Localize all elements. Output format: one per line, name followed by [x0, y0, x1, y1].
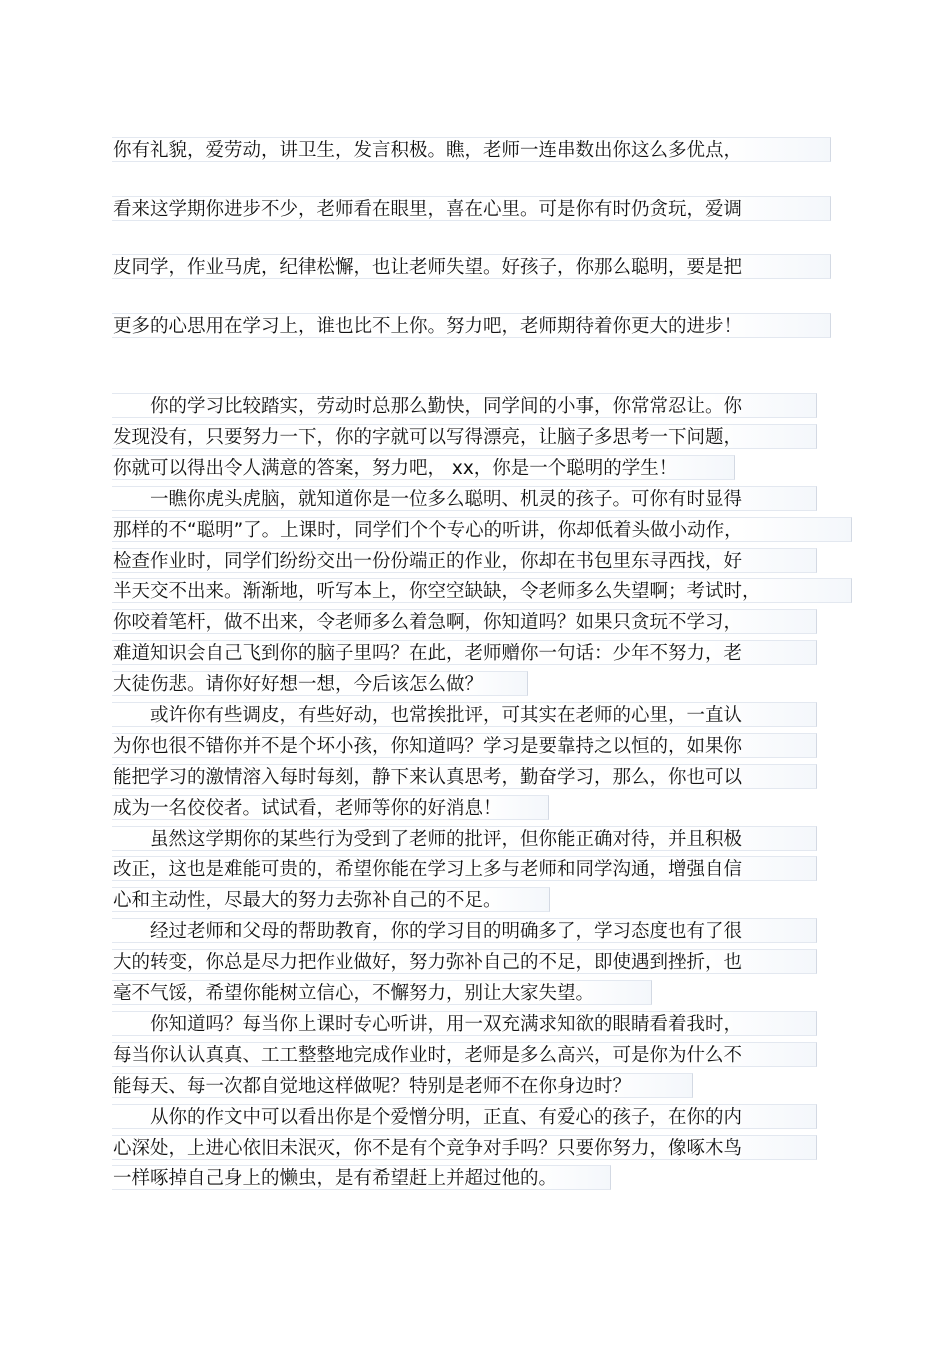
paragraph-first-line: 你的学习比较踏实，劳动时总那么勤快，同学间的小事，你常常忍让。你 [112, 393, 817, 418]
text-line: 你咬着笔杆，做不出来，令老师多么着急啊，你知道吗？如果只贪玩不学习， [112, 609, 817, 634]
text-line: 看来这学期你进步不少，老师看在眼里，喜在心里。可是你有时仍贪玩，爱调 [112, 196, 831, 221]
text-line: 检查作业时，同学们纷纷交出一份份端正的作业，你却在书包里东寻西找，好 [112, 548, 817, 573]
text-line: 大徒伤悲。请你好好想一想，今后该怎么做？ [112, 671, 528, 696]
text-line: 心和主动性，尽最大的努力去弥补自己的不足。 [112, 887, 550, 912]
text-line: 能把学习的激情溶入每时每刻，静下来认真思考，勤奋学习，那么，你也可以 [112, 764, 817, 789]
text-line: 发现没有，只要努力一下，你的字就可以写得漂亮，让脑子多思考一下问题， [112, 424, 817, 449]
text-line: 皮同学，作业马虎，纪律松懈，也让老师失望。好孩子，你那么聪明，要是把 [112, 254, 831, 279]
text-line: 一样啄掉自己身上的懒虫，是有希望赶上并超过他的。 [112, 1165, 611, 1190]
text-line: 每当你认认真真、工工整整地完成作业时，老师是多么高兴，可是你为什么不 [112, 1042, 817, 1067]
text-line: 你有礼貌，爱劳动，讲卫生，发言积极。瞧，老师一连串数出你这么多优点， [112, 137, 831, 162]
paragraph-first-line: 你知道吗？每当你上课时专心听讲，用一双充满求知欲的眼睛看着我时， [112, 1011, 817, 1036]
paragraph-first-line: 经过老师和父母的帮助教育，你的学习目的明确多了，学习态度也有了很 [112, 918, 817, 943]
text-line: 成为一名佼佼者。试试看，老师等你的好消息！ [112, 795, 549, 820]
text-line: 毫不气馁，希望你能树立信心，不懈努力，别让大家失望。 [112, 980, 652, 1005]
text-line: 难道知识会自己飞到你的脑子里吗？在此，老师赠你一句话：少年不努力，老 [112, 640, 817, 665]
text-line: 你就可以得出令人满意的答案，努力吧， xx，你是一个聪明的学生！ [112, 455, 735, 480]
text-line: 半天交不出来。渐渐地，听写本上，你空空缺缺，令老师多么失望啊；考试时， [112, 578, 852, 603]
text-line: 能每天、每一次都自觉地这样做呢？特别是老师不在你身边时？ [112, 1073, 693, 1098]
text-line: 为你也很不错你并不是个坏小孩，你知道吗？学习是要靠持之以恒的，如果你 [112, 733, 817, 758]
paragraph-first-line: 从你的作文中可以看出你是个爱憎分明，正直、有爱心的孩子，在你的内 [112, 1104, 817, 1129]
text-line: 大的转变，你总是尽力把作业做好，努力弥补自己的不足，即使遇到挫折，也 [112, 949, 817, 974]
paragraph-first-line: 或许你有些调皮，有些好动，也常挨批评，可其实在老师的心里，一直认 [112, 702, 817, 727]
paragraph-first-line: 一瞧你虎头虎脑，就知道你是一位多么聪明、机灵的孩子。可你有时显得 [112, 486, 817, 511]
text-line: 更多的心思用在学习上，谁也比不上你。努力吧，老师期待着你更大的进步！ [112, 313, 831, 338]
text-line: 那样的不“聪明”了。上课时，同学们个个专心的听讲，你却低着头做小动作， [112, 517, 852, 542]
text-line: 心深处，上进心依旧未泯灭，你不是有个竞争对手吗？只要你努力，像啄木鸟 [112, 1135, 817, 1160]
paragraph-first-line: 虽然这学期你的某些行为受到了老师的批评，但你能正确对待，并且积极 [112, 826, 817, 851]
text-line: 改正，这也是难能可贵的，希望你能在学习上多与老师和同学沟通，增强自信 [112, 856, 817, 881]
